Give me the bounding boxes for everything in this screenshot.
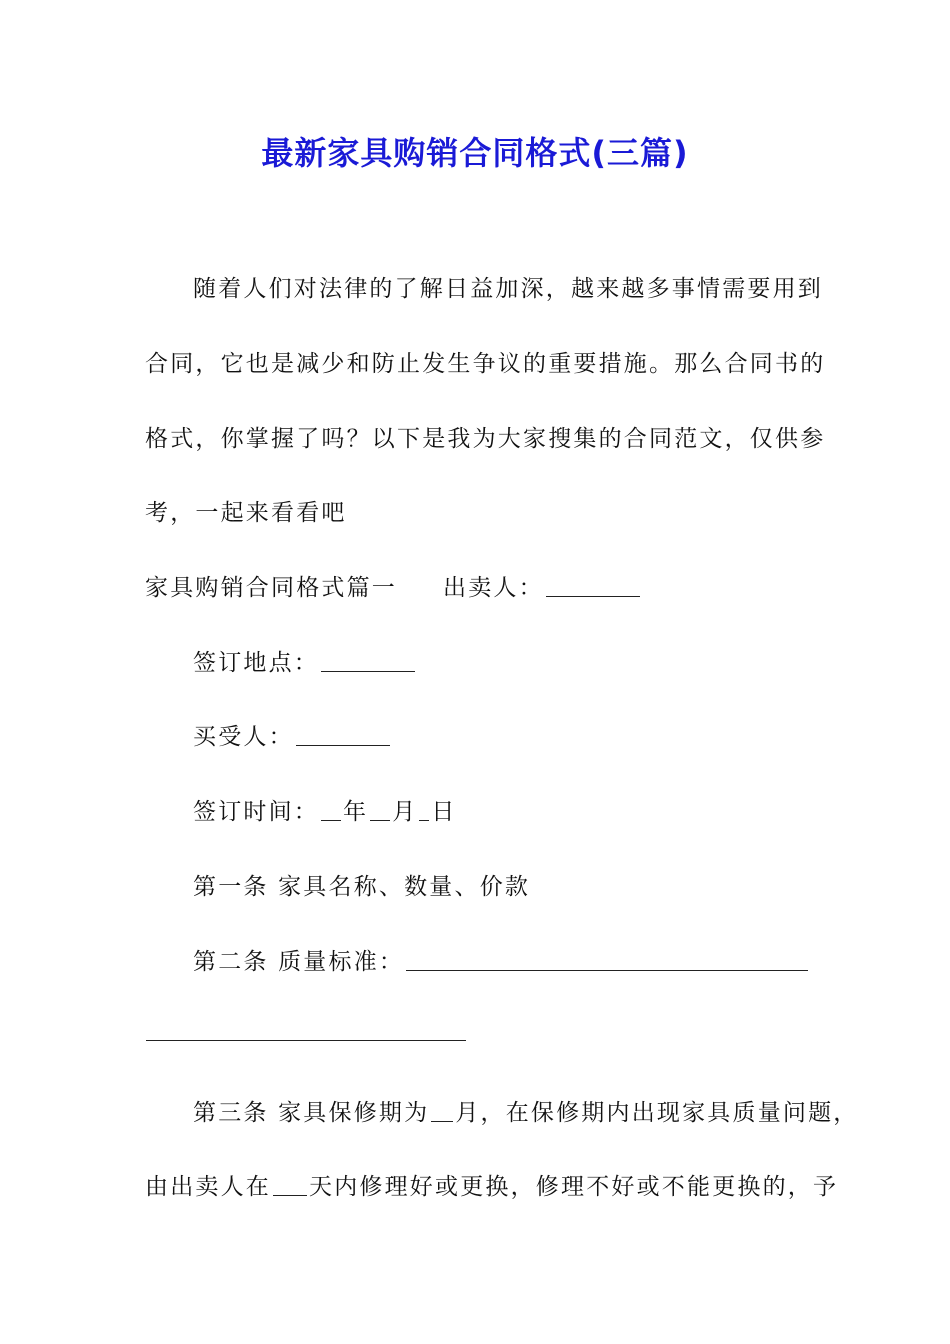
article-3-line-2 [145, 1168, 838, 1201]
signing-place-label: 签订地点： [193, 650, 319, 676]
day-blank [419, 819, 429, 821]
quality-standard-blank [406, 969, 808, 971]
article-3-text-a: 第三条 家具保修期为 [193, 1100, 430, 1126]
article-3-text-d: 天内修理好或更换，修理不好或不能更换的，予 [309, 1174, 839, 1200]
article-2-row [193, 943, 810, 976]
quality-standard-blank-continued [146, 1040, 466, 1041]
article-3-line-1 [193, 1094, 859, 1127]
month-label: 月 [392, 799, 418, 825]
article-3-text-c: 由出卖人在 [145, 1174, 271, 1200]
article-2-label: 第二条 质量标准： [193, 949, 405, 975]
year-blank [321, 819, 341, 821]
month-blank [370, 819, 390, 821]
year-label: 年 [343, 799, 369, 825]
repair-days-blank [273, 1194, 307, 1196]
article-3-text-b: 月，在保修期内出现家具质量问题， [455, 1100, 859, 1126]
intro-line-3: 格式，你掌握了吗？以下是我为大家搜集的合同范文，仅供参 [145, 426, 826, 452]
signing-time-row [193, 793, 457, 826]
seller-label: 出卖人： [443, 575, 544, 601]
document-title: 最新家具购销合同格式(三篇) [261, 134, 689, 172]
signing-place-blank [321, 670, 415, 672]
seller-blank [546, 595, 640, 597]
intro-line-1: 随着人们对法律的了解日益加深，越来越多事情需要用到 [193, 276, 823, 302]
buyer-blank [296, 744, 390, 746]
day-label: 日 [431, 799, 457, 825]
section-heading: 家具购销合同格式篇一 [145, 575, 397, 601]
intro-line-2: 合同，它也是减少和防止发生争议的重要措施。那么合同书的 [145, 351, 826, 377]
article-1: 第一条 家具名称、数量、价款 [193, 874, 531, 900]
signing-time-label: 签订时间： [193, 799, 319, 825]
buyer-label: 买受人： [193, 724, 294, 750]
intro-line-4: 考，一起来看看吧 [145, 500, 347, 526]
signing-place-row [193, 644, 417, 677]
warranty-months-blank [431, 1120, 453, 1122]
section-heading-row [145, 569, 642, 602]
buyer-row [193, 718, 392, 751]
